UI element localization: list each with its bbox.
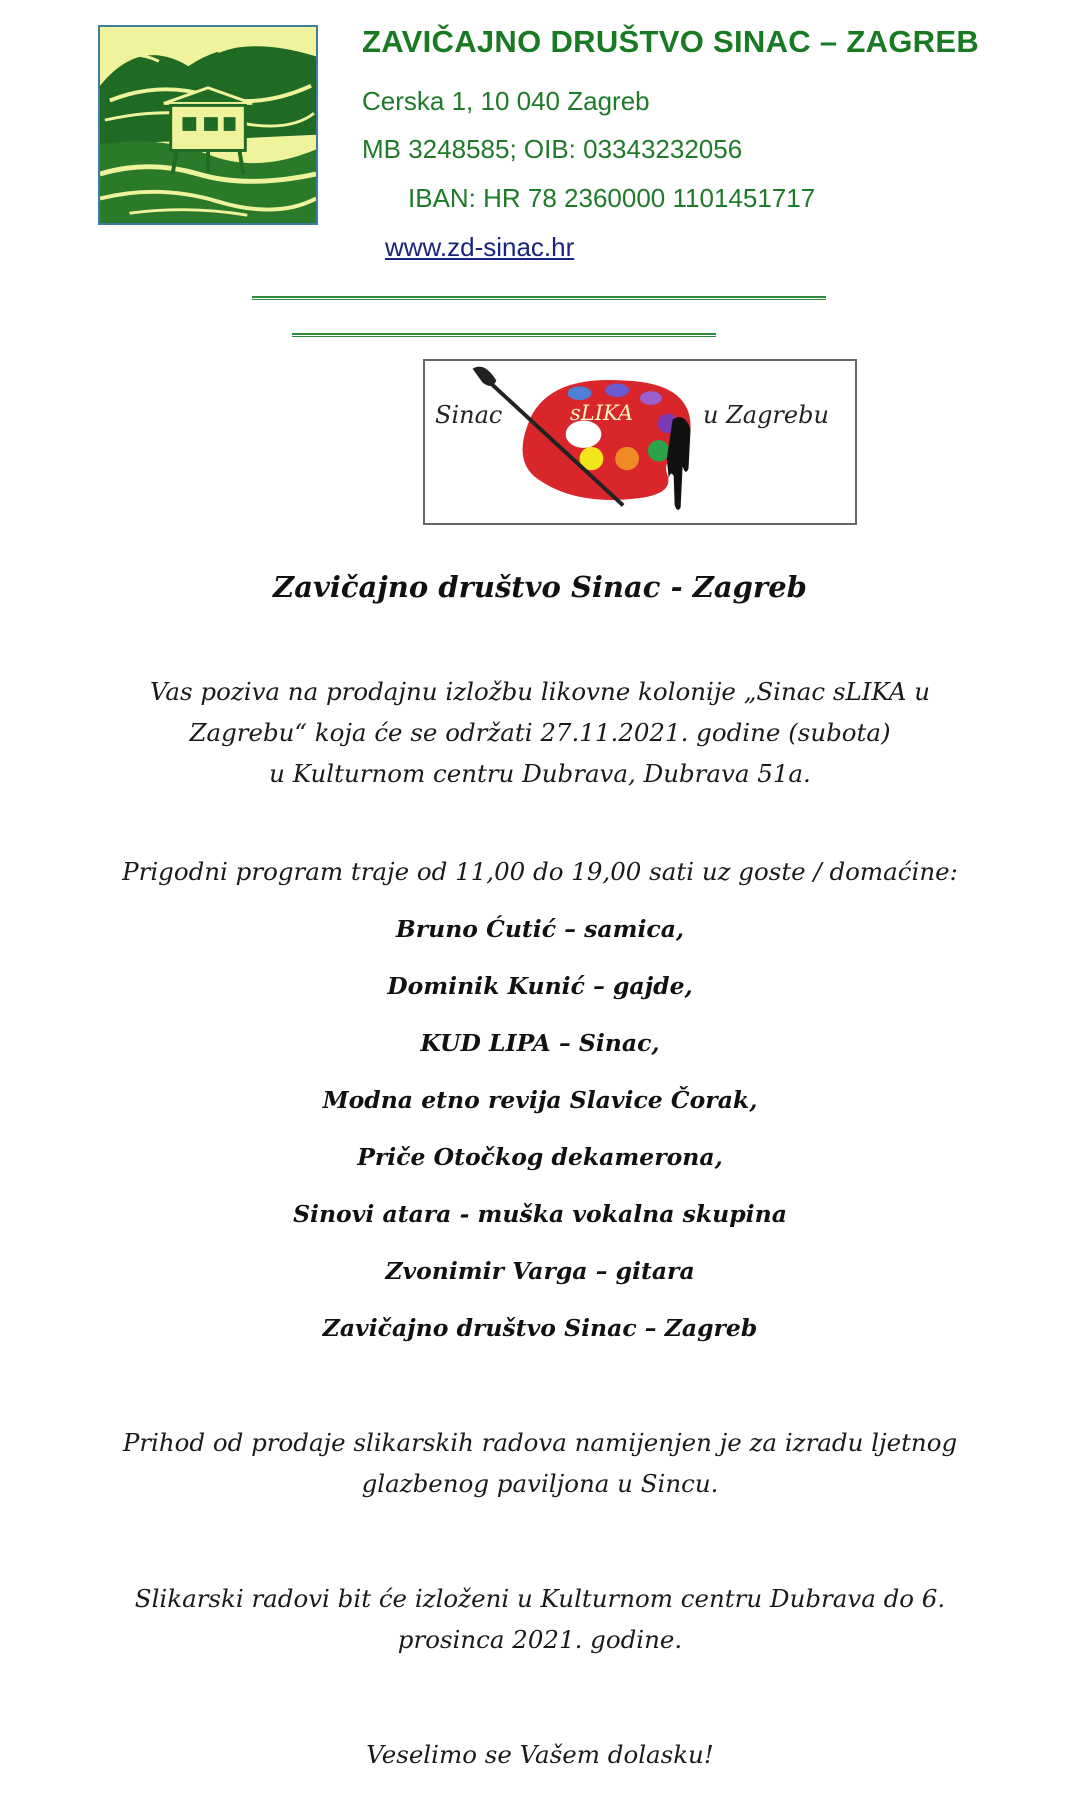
guest-item: Sinovi atara - muška vokalna skupina (293, 1200, 787, 1228)
intro-line: Vas poziva na prodajnu izložbu likovne kolonije „Sinac sLIKA u (149, 677, 931, 706)
divider-line (292, 333, 716, 337)
proceeds-line: glazbenog paviljona u Sincu. (361, 1469, 719, 1498)
paint-palette-icon (425, 361, 855, 523)
proceeds-line: Prihod od prodaje slikarskih radova namijenjen je za izradu ljetnog (122, 1428, 958, 1457)
event-logo-word-left: Sinac (435, 401, 503, 429)
program-line: Prigodni program traje od 11,00 do 19,00 sati uz goste / domaćine: (122, 857, 958, 886)
guest-item: Bruno Ćutić – samica, (395, 915, 685, 943)
organization-logo (98, 25, 318, 225)
house-landscape-icon (100, 27, 316, 223)
intro-line: u Kulturnom centru Dubrava, Dubrava 51a. (269, 759, 811, 788)
exhibition-line: prosinca 2021. godine. (397, 1625, 683, 1654)
guest-item: Dominik Kunić – gajde, (387, 972, 693, 1000)
event-logo (423, 359, 857, 525)
organization-address: Cerska 1, 10 040 Zagreb (362, 86, 650, 116)
guest-item: Modna etno revija Slavice Čorak, (322, 1086, 758, 1114)
guest-item: Priče Otočkog dekamerona, (357, 1143, 723, 1171)
website-link[interactable]: www.zd-sinac.hr (385, 232, 575, 262)
divider-line (252, 296, 826, 300)
event-logo-word-right: u Zagrebu (703, 401, 829, 429)
guest-item: Zvonimir Varga – gitara (385, 1257, 695, 1285)
invitation-title: Zavičajno društvo Sinac - Zagreb (273, 570, 807, 604)
organization-name: ZAVIČAJNO DRUŠTVO SINAC – ZAGREB (362, 24, 980, 59)
guest-item: Zavičajno društvo Sinac – Zagreb (322, 1314, 758, 1342)
exhibition-line: Slikarski radovi bit će izloženi u Kulturnom centru Dubrava do 6. (134, 1584, 946, 1613)
organization-ids: MB 3248585; OIB: 03343232056 (362, 134, 743, 164)
organization-iban: IBAN: HR 78 2360000 1101451717 (408, 183, 816, 213)
intro-line: Zagrebu“ koja će se održati 27.11.2021. godine (subota) (189, 718, 891, 747)
event-logo-word-middle: sLIKA (570, 401, 634, 425)
closing-line: Veselimo se Vašem dolasku! (366, 1740, 714, 1769)
guest-item: KUD LIPA – Sinac, (420, 1029, 660, 1057)
